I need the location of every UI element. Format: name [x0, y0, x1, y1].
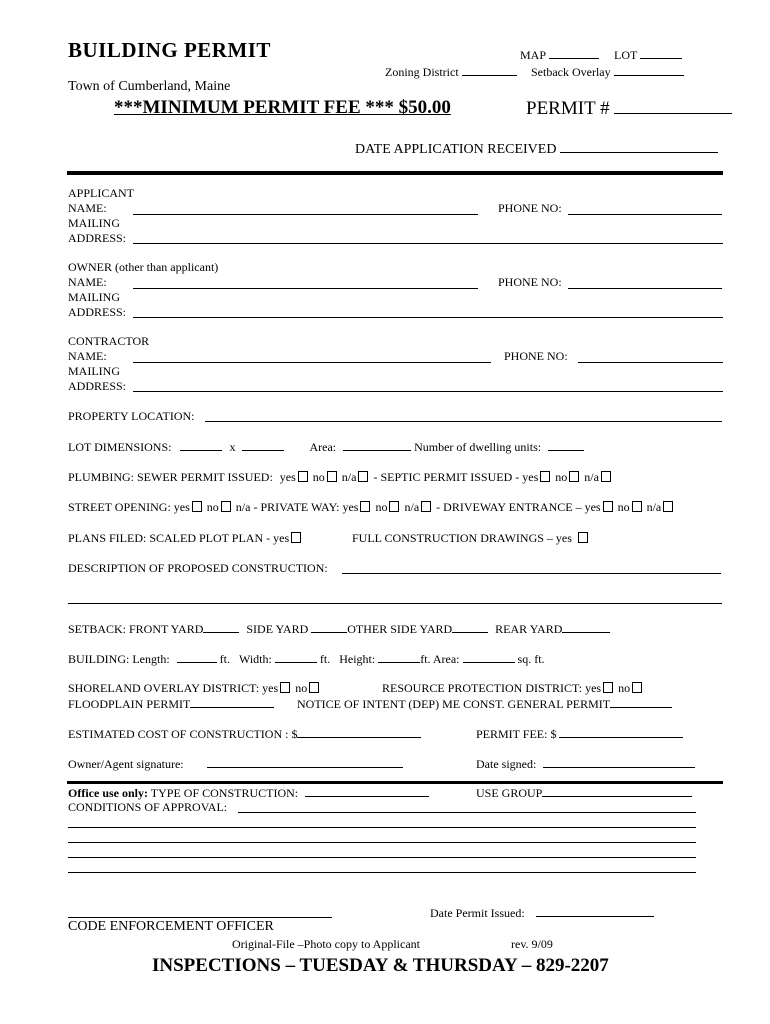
- building-dimensions-row: [68, 651, 545, 667]
- building-width-input[interactable]: [275, 651, 317, 663]
- septic-no-checkbox[interactable]: [569, 471, 579, 482]
- resource-yes-checkbox[interactable]: [603, 682, 613, 693]
- resource-label: RESOURCE PROTECTION DISTRICT: yes: [382, 681, 602, 695]
- setback-other-side-label: OTHER SIDE YARD: [347, 622, 453, 636]
- permit-number-label: PERMIT #: [526, 98, 610, 119]
- owner-signature-row: [68, 756, 403, 772]
- setback-front-label: SETBACK: FRONT YARD: [68, 622, 204, 636]
- applicant-name-input[interactable]: [133, 214, 478, 215]
- date-signed-input[interactable]: [543, 756, 695, 768]
- date-received-label: DATE APPLICATION RECEIVED: [355, 142, 557, 157]
- street-yes-checkbox[interactable]: [192, 501, 202, 512]
- street-opening-label: STREET OPENING:: [68, 500, 171, 514]
- private-no-label: no: [375, 500, 388, 514]
- shoreland-yes-checkbox[interactable]: [280, 682, 290, 693]
- resource-row: [382, 681, 644, 696]
- applicant-name-label: NAME:: [68, 201, 107, 215]
- property-location-label: PROPERTY LOCATION:: [68, 409, 195, 423]
- zoning-blank[interactable]: [462, 64, 517, 76]
- permit-fee-label: PERMIT FEE: $: [476, 727, 557, 741]
- description-label: DESCRIPTION OF PROPOSED CONSTRUCTION:: [68, 561, 328, 575]
- sewer-yes-label: yes: [279, 470, 296, 484]
- revision: rev. 9/09: [511, 937, 553, 951]
- office-divider: [67, 781, 723, 784]
- notice-row: [297, 696, 672, 712]
- driveway-yes-checkbox[interactable]: [603, 501, 613, 512]
- inspections-notice: INSPECTIONS – TUESDAY & THURSDAY – 829-2207: [152, 955, 609, 976]
- office-use-label: Office use only:: [68, 786, 148, 800]
- private-no-checkbox[interactable]: [389, 501, 399, 512]
- lot-dim-depth-input[interactable]: [242, 439, 284, 451]
- plans-full-checkbox[interactable]: [578, 532, 588, 543]
- owner-phone-input[interactable]: [568, 288, 722, 289]
- dwelling-units-label: Number of dwelling units:: [414, 440, 542, 454]
- town-name: Town of Cumberland, Maine: [68, 79, 231, 94]
- setback-side-label: SIDE YARD: [246, 622, 309, 636]
- area-label: Area:: [309, 440, 337, 454]
- applicant-mailing-label: MAILING: [68, 216, 120, 230]
- contractor-phone-input[interactable]: [578, 362, 723, 363]
- shoreland-no-label: no: [295, 681, 308, 695]
- conditions-label: CONDITIONS OF APPROVAL:: [68, 800, 228, 814]
- applicant-heading: APPLICANT: [68, 186, 135, 200]
- resource-no-label: no: [618, 681, 631, 695]
- owner-name-label: NAME:: [68, 275, 107, 289]
- building-height-label: Height:: [339, 652, 376, 666]
- owner-heading: OWNER (other than applicant): [68, 260, 219, 274]
- description-input-line-2[interactable]: [68, 603, 722, 604]
- setback-rear-label: REAR YARD: [495, 622, 563, 636]
- use-group-input[interactable]: [542, 785, 692, 797]
- driveway-na-label: n/a: [646, 500, 662, 514]
- applicant-phone-input[interactable]: [568, 214, 722, 215]
- shoreland-label: SHORELAND OVERLAY DISTRICT: yes: [68, 681, 279, 695]
- minimum-fee: ***MINIMUM PERMIT FEE *** $50.00: [114, 97, 451, 118]
- plans-scaled-checkbox[interactable]: [291, 532, 301, 543]
- setback-overlay-blank[interactable]: [614, 64, 684, 76]
- type-construction-input[interactable]: [305, 785, 429, 797]
- owner-address-label: ADDRESS:: [68, 305, 127, 319]
- ceo-label: CODE ENFORCEMENT OFFICER: [68, 919, 274, 934]
- septic-no-label: no: [555, 470, 568, 484]
- applicant-address-input[interactable]: [133, 243, 723, 244]
- contractor-name-label: NAME:: [68, 349, 107, 363]
- sewer-yes-checkbox[interactable]: [298, 471, 308, 482]
- plans-scaled-row: [68, 531, 303, 546]
- date-signed-row: [476, 756, 695, 772]
- septic-yes-checkbox[interactable]: [540, 471, 550, 482]
- lot-dimensions-label: LOT DIMENSIONS:: [68, 440, 172, 454]
- floodplain-label: FLOODPLAIN PERMIT: [68, 697, 191, 711]
- street-no-label: no: [206, 500, 219, 514]
- sewer-no-checkbox[interactable]: [327, 471, 337, 482]
- private-way-label: - PRIVATE WAY:: [253, 500, 340, 514]
- street-opening-row: [68, 500, 675, 515]
- driveway-yes-label: yes: [584, 500, 601, 514]
- applicant-address-label: ADDRESS:: [68, 231, 127, 245]
- conditions-line-4[interactable]: [68, 857, 696, 858]
- setback-rear-input[interactable]: [562, 621, 610, 633]
- use-group-row: [476, 785, 692, 801]
- setback-overlay-label: Setback Overlay: [531, 65, 611, 79]
- building-ft1: ft.: [219, 652, 230, 666]
- private-yes-checkbox[interactable]: [360, 501, 370, 512]
- plumbing-row: [68, 470, 613, 485]
- use-group-label: USE GROUP: [476, 786, 543, 800]
- setback-side-input[interactable]: [311, 621, 347, 633]
- sewer-na-checkbox[interactable]: [358, 471, 368, 482]
- setback-other-side-input[interactable]: [452, 621, 488, 633]
- date-received-blank[interactable]: [560, 139, 718, 153]
- floodplain-input[interactable]: [190, 696, 274, 708]
- street-na-label: n/a: [235, 500, 251, 514]
- form-title: BUILDING PERMIT: [68, 38, 271, 62]
- zoning-field: [385, 64, 517, 80]
- street-yes-label: yes: [173, 500, 190, 514]
- conditions-line-5[interactable]: [68, 872, 696, 873]
- driveway-no-checkbox[interactable]: [632, 501, 642, 512]
- contractor-name-input[interactable]: [133, 362, 491, 363]
- permit-number-field: [526, 97, 732, 120]
- building-length-label: BUILDING: Length:: [68, 652, 170, 666]
- area-input[interactable]: [343, 439, 411, 451]
- resource-no-checkbox[interactable]: [632, 682, 642, 693]
- map-field: [520, 47, 599, 63]
- description-input-line-1[interactable]: [342, 573, 721, 574]
- estimated-cost-label: ESTIMATED COST OF CONSTRUCTION : $: [68, 727, 298, 741]
- septic-label: - SEPTIC PERMIT ISSUED -: [373, 470, 520, 484]
- owner-address-input[interactable]: [133, 317, 723, 318]
- sewer-na-label: n/a: [341, 470, 357, 484]
- conditions-line-1[interactable]: [238, 812, 696, 813]
- property-location-input[interactable]: [205, 421, 722, 422]
- building-sqft: sq. ft.: [517, 652, 545, 666]
- estimated-cost-input[interactable]: [297, 726, 421, 738]
- notice-input[interactable]: [610, 696, 672, 708]
- setback-front-input[interactable]: [203, 621, 239, 633]
- contractor-address-input[interactable]: [133, 391, 723, 392]
- septic-yes-label: yes: [522, 470, 539, 484]
- lot-blank[interactable]: [640, 47, 682, 59]
- date-issued-input[interactable]: [536, 905, 654, 917]
- contractor-heading: CONTRACTOR: [68, 334, 150, 348]
- lot-field: [614, 47, 682, 63]
- contractor-mailing-label: MAILING: [68, 364, 120, 378]
- shoreland-no-checkbox[interactable]: [309, 682, 319, 693]
- driveway-no-label: no: [617, 500, 630, 514]
- lot-label: LOT: [614, 48, 638, 62]
- permit-number-blank[interactable]: [614, 97, 732, 114]
- building-ft2: ft.: [319, 652, 331, 666]
- contractor-address-label: ADDRESS:: [68, 379, 127, 393]
- map-label: MAP: [520, 48, 546, 62]
- plans-full-label: FULL CONSTRUCTION DRAWINGS – yes: [352, 531, 572, 545]
- header-divider: [67, 171, 723, 175]
- date-signed-label: Date signed:: [476, 757, 537, 771]
- owner-phone-label: PHONE NO:: [498, 275, 562, 289]
- plans-full-row: [352, 531, 590, 546]
- type-construction-label: TYPE OF CONSTRUCTION:: [150, 786, 299, 800]
- building-width-label: Width:: [239, 652, 272, 666]
- applicant-phone-label: PHONE NO:: [498, 201, 562, 215]
- sewer-no-label: no: [312, 470, 325, 484]
- notice-label: NOTICE OF INTENT (DEP) ME CONST. GENERAL PERMIT: [297, 697, 611, 711]
- driveway-label: - DRIVEWAY ENTRANCE –: [436, 500, 582, 514]
- private-yes-label: yes: [342, 500, 359, 514]
- map-blank[interactable]: [549, 47, 599, 59]
- floodplain-row: [68, 696, 274, 712]
- zoning-label: Zoning District: [385, 65, 459, 79]
- setback-row: [68, 621, 610, 637]
- private-na-checkbox[interactable]: [421, 501, 431, 512]
- office-type-row: [68, 785, 429, 801]
- building-area-input[interactable]: [463, 651, 515, 663]
- plans-scaled-label: PLANS FILED: SCALED PLOT PLAN - yes: [68, 531, 290, 545]
- dwelling-units-input[interactable]: [548, 439, 584, 451]
- lot-dim-width-input[interactable]: [180, 439, 222, 451]
- ceo-signature-line[interactable]: [68, 917, 332, 918]
- owner-mailing-label: MAILING: [68, 290, 120, 304]
- driveway-na-checkbox[interactable]: [663, 501, 673, 512]
- septic-na-label: n/a: [584, 470, 599, 484]
- date-issued-row: [430, 905, 654, 921]
- contractor-phone-label: PHONE NO:: [504, 349, 568, 363]
- owner-name-input[interactable]: [133, 288, 478, 289]
- building-length-input[interactable]: [177, 651, 217, 663]
- owner-signature-label: Owner/Agent signature:: [68, 757, 184, 771]
- street-no-checkbox[interactable]: [221, 501, 231, 512]
- building-height-input[interactable]: [378, 651, 420, 663]
- estimated-cost-row: [68, 726, 421, 742]
- septic-na-checkbox[interactable]: [601, 471, 611, 482]
- owner-signature-input[interactable]: [207, 756, 403, 768]
- shoreland-row: [68, 681, 321, 696]
- permit-fee-row: [476, 726, 683, 742]
- lot-dim-x: x: [229, 440, 236, 454]
- copy-note: Original-File –Photo copy to Applicant: [232, 937, 420, 951]
- plumbing-label: PLUMBING: SEWER PERMIT ISSUED:: [68, 470, 273, 484]
- conditions-line-3[interactable]: [68, 842, 696, 843]
- building-ft-area-label: ft. Area:: [420, 652, 460, 666]
- private-na-label: n/a: [404, 500, 420, 514]
- date-received-field: [355, 139, 718, 158]
- date-issued-label: Date Permit Issued:: [430, 906, 525, 920]
- conditions-line-2[interactable]: [68, 827, 696, 828]
- lot-dimensions-row: [68, 439, 584, 455]
- permit-fee-input[interactable]: [559, 726, 683, 738]
- setback-overlay-field: [531, 64, 684, 80]
